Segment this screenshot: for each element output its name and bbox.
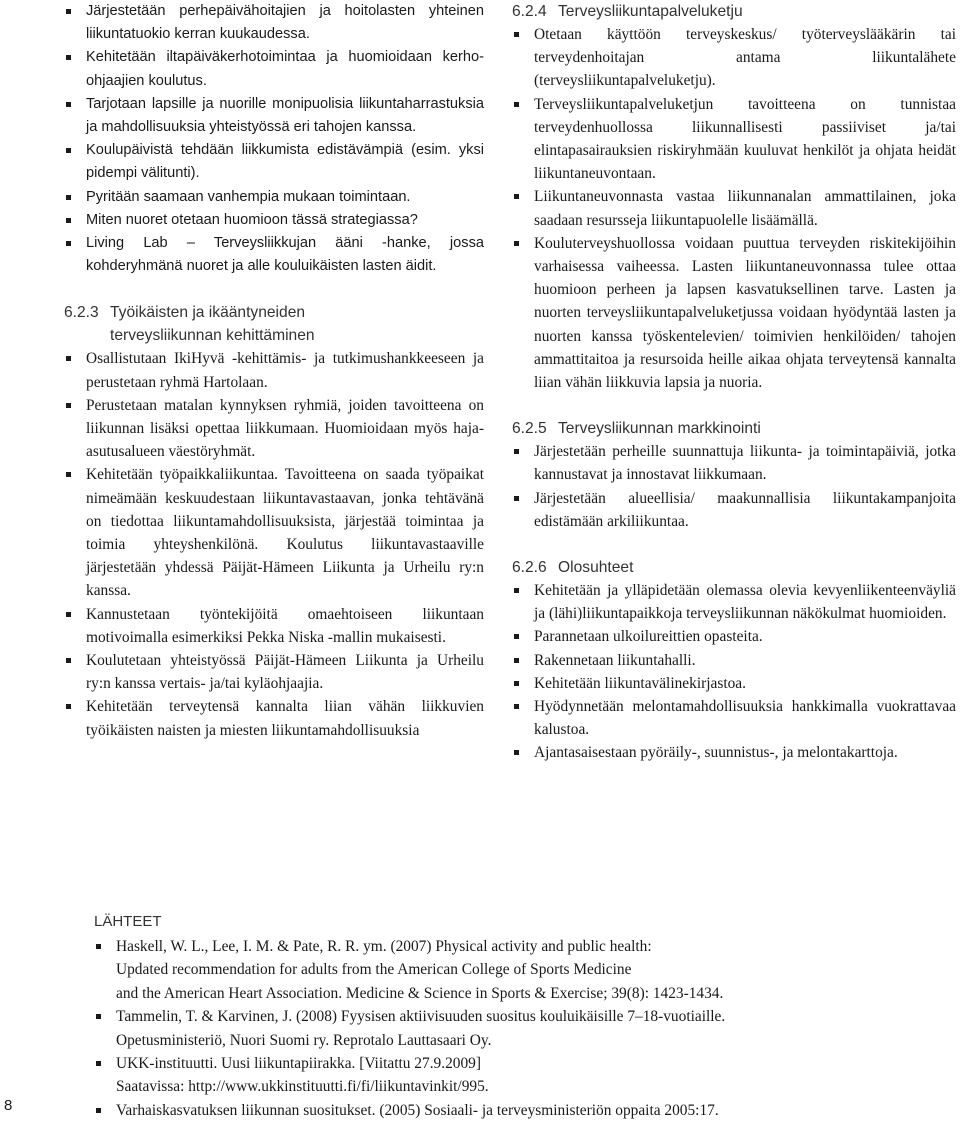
section-6-2-3 [64, 301, 484, 741]
reference-line: UKK-instituutti. Uusi liikuntapiirakka. [Viitattu 27.9.2009] [116, 1055, 481, 1073]
reference-line: and the American Heart Association. Medicine & Science in Sports & Exercise; 39(8): 1423-1434. [116, 984, 724, 1002]
list-item: Kannustetaan työntekijöitä omaehtoiseen liikuntaan motivoimalla esimerkiksi Pekka Niska -mallin mukaisesti. [64, 603, 484, 649]
section-number: 6.2.6 [512, 559, 547, 577]
left-intro-list [64, 0, 484, 278]
list-item: Kehitetään liikuntavälinekirjastoa. [512, 672, 956, 695]
list-item: Perustetaan matalan kynnyksen ryhmiä, joiden tavoitteena on liikunnan lisäksi opettaa liikkumaan. Huomioidaan myös haja-asutusalueen väestöryhmät. [64, 394, 484, 464]
right-column [512, 0, 956, 765]
reference-item [94, 1099, 934, 1122]
section-number: 6.2.5 [512, 420, 547, 438]
section-6-2-6-list [512, 579, 956, 765]
list-item: Kehitetään ja ylläpidetään olemassa olevia kevyenliikenteenväyliä ja (lähi)liikuntapaikkoja terveysliikunnan näkökulmat huomioiden. [512, 579, 956, 625]
list-item: Kehitetään työpaikkaliikuntaa. Tavoitteena on saada työpaikat nimeämään keskuudestaan liikuntavastaavan, jonka tehtävänä on tiedottaa liikuntamahdollisuuksista, järjestää toimintaa ja toimia yhteyshenkilönä. Koulutus liikuntavastaaville järjestetään yhdessä Päijät-Hämeen Liikunta ja Urheilu ry:n kanssa. [64, 463, 484, 602]
section-6-2-6 [512, 556, 956, 765]
list-item: Koulutetaan yhteistyössä Päijät-Hämeen Liikunta ja Urheilu ry:n kanssa vertais- ja/tai kyläohjaajia. [64, 649, 484, 695]
section-heading [512, 417, 956, 440]
section-6-2-5 [512, 417, 956, 533]
list-item: Terveysliikuntapalveluketjun tavoitteena on tunnistaa terveydenhuollossa liikunnallisesti passiiviset ja/tai elintapasairauksien riskiryhmään kuuluvat henkilöt ja ohjata heidät liikuntaneuvontaan. [512, 93, 956, 186]
section-6-2-4-list [512, 23, 956, 394]
list-item: Living Lab – Terveysliikkujan ääni -hanke, jossa kohderyhmänä nuoret ja alle kouluikäisten lasten äidit. [64, 232, 484, 278]
reference-item [94, 935, 934, 1005]
left-column [64, 0, 484, 742]
section-heading [64, 301, 484, 347]
list-item: Parannetaan ulkoilureittien opasteita. [512, 625, 956, 648]
section-title-line2: terveysliikunnan kehittäminen [110, 327, 315, 345]
list-item: Hyödynnetään melontamahdollisuuksia hankkimalla vuokrattavaa kalustoa. [512, 695, 956, 741]
references-heading: LÄHTEET [94, 913, 162, 930]
list-item: Kouluterveyshuollossa voidaan puuttua terveyden riskitekijöihin varhaisessa vaiheessa. Lasten liikuntaneuvonnassa tulee ottaa huomioon perheen ja lapsen kasvatuksellinen tarve. Lasten ja nuorten terveysliikuntapalveluketjussa voidaan hyödyntää lasten ja nuorten kanssa työskentelevien/ toimivien henkilöiden/ tahojen ammattitaitoa ja resursoida heille aikaa ohjata terveytensä kannalta liian vähän liikkuvia lapsia ja nuoria. [512, 232, 956, 394]
reference-item [94, 1052, 934, 1099]
list-item: Järjestetään perhepäivähoitajien ja hoitolasten yhteinen liikuntatuokio kerran kuukaudessa. [64, 0, 484, 46]
list-item: Miten nuoret otetaan huomioon tässä strategiassa? [64, 209, 484, 232]
list-item: Koulupäivistä tehdään liikkumista edistävämpiä (esim. yksi pidempi välitunti). [64, 139, 484, 185]
list-item: Kehitetään iltapäiväkerhotoimintaa ja huomioidaan kerho-ohjaajien koulutus. [64, 46, 484, 92]
section-title: Terveysliikuntapalveluketju [558, 3, 743, 20]
references-list [94, 935, 934, 1122]
list-item: Kehitetään terveytensä kannalta liian vähän liikkuvien työikäisten naisten ja miesten liikuntamahdollisuuksia [64, 695, 484, 741]
list-item: Ajantasaisestaan pyöräily-, suunnistus-, ja melontakarttoja. [512, 741, 956, 764]
reference-item [94, 1005, 934, 1052]
list-item: Järjestetään alueellisia/ maakunnallisia liikuntakampanjoita edistämään arkiliikuntaa. [512, 487, 956, 533]
reference-line: Opetusministeriö, Nuori Suomi ry. Reprotalo Lauttasaari Oy. [116, 1031, 492, 1049]
reference-line: Haskell, W. L., Lee, I. M. & Pate, R. R. ym. (2007) Physical activity and public health: [116, 938, 652, 955]
list-item: Järjestetään perheille suunnattuja liikunta- ja toimintapäiviä, jotka kannustavat ja innostavat liikkumaan. [512, 440, 956, 486]
list-item: Rakennetaan liikuntahalli. [512, 649, 956, 672]
section-title: Terveysliikunnan markkinointi [558, 420, 761, 438]
section-number: 6.2.4 [512, 3, 547, 20]
reference-line: Saatavissa: http://www.ukkinstituutti.fi/fi/liikuntavinkit/995. [116, 1078, 489, 1096]
list-item: Pyritään saamaan vanhempia mukaan toimintaan. [64, 186, 484, 209]
section-number: 6.2.3 [64, 304, 99, 322]
section-6-2-5-list [512, 440, 956, 533]
reference-line: Tammelin, T. & Karvinen, J. (2008) Fyysisen aktiivisuuden suositus kouluikäisille 7–18-vuotiaille. [116, 1008, 726, 1026]
section-title: Olosuhteet [558, 559, 634, 577]
section-title-line1: Työikäisten ja ikääntyneiden [110, 304, 306, 322]
list-item: Osallistutaan IkiHyvä -kehittämis- ja tutkimushankkeeseen ja perustetaan ryhmä Hartolaan. [64, 347, 484, 393]
section-6-2-3-list [64, 347, 484, 741]
section-heading [512, 556, 956, 579]
list-item: Tarjotaan lapsille ja nuorille monipuolisia liikuntaharrastuksia ja mahdollisuuksia yhteistyössä eri tahojen kanssa. [64, 93, 484, 139]
reference-line: Varhaiskasvatuksen liikunnan suositukset. (2005) Sosiaali- ja terveysministeriön oppaita 2005:17. [116, 1101, 719, 1119]
list-item: Liikuntaneuvonnasta vastaa liikunnanalan ammattilainen, joka saadaan resursseja liikuntapuolelle lisäämällä. [512, 185, 956, 231]
list-item: Otetaan käyttöön terveyskeskus/ työterveyslääkärin tai terveydenhoitajan antama liikuntalähete (terveysliikuntapalveluketju). [512, 23, 956, 93]
page-number: 8 [4, 1097, 13, 1114]
references-section [94, 910, 934, 1122]
reference-line: Updated recommendation for adults from the American College of Sports Medicine [116, 961, 632, 979]
section-6-2-4 [512, 0, 956, 394]
section-heading [512, 0, 956, 23]
